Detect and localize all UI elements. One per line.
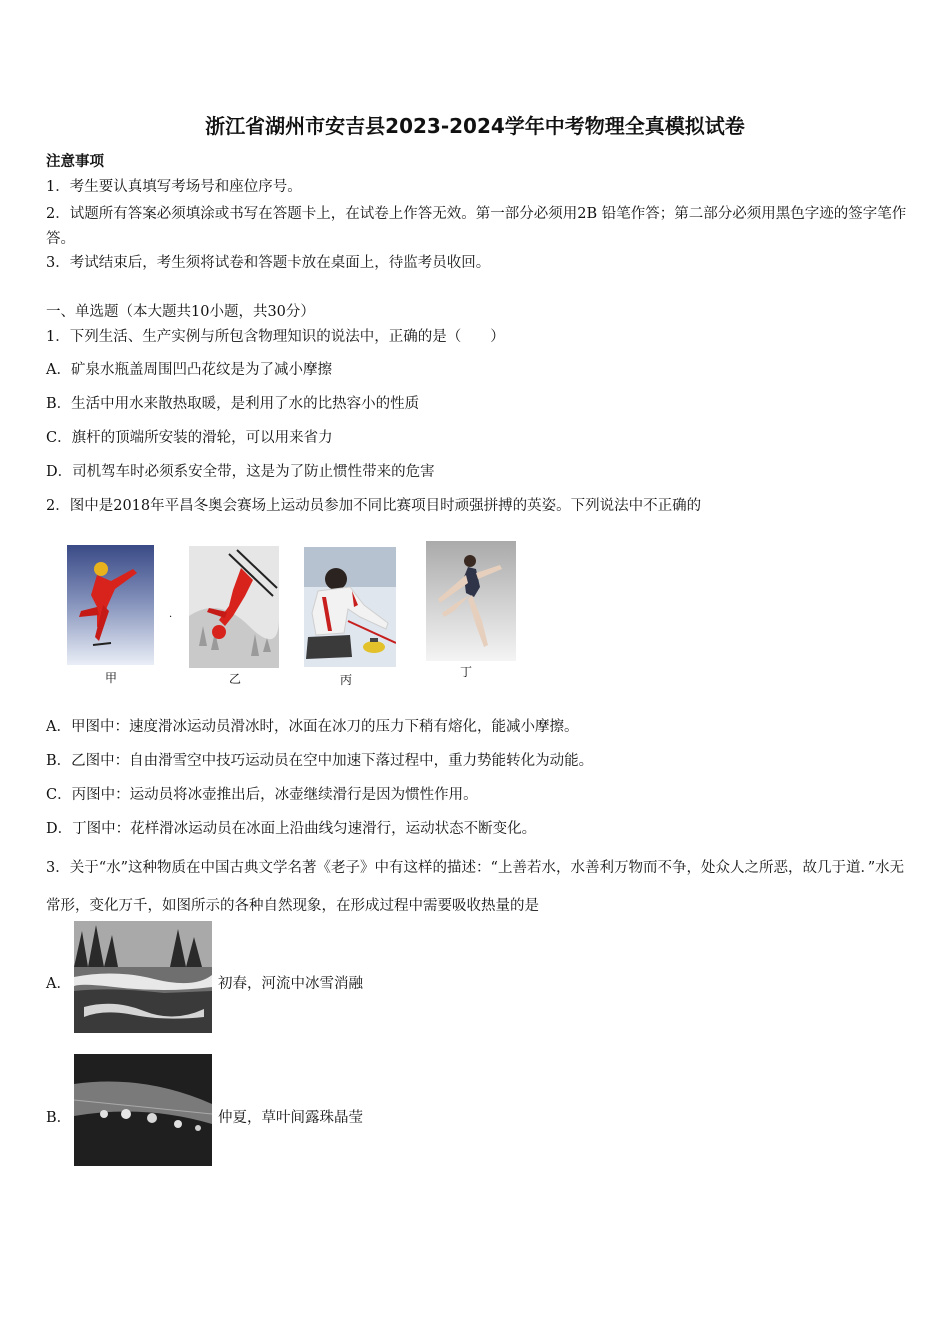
q1-option-b: B．生活中用水来散热取暖，是利用了水的比热容小的性质 bbox=[46, 396, 420, 412]
dot-separator: · bbox=[169, 612, 173, 623]
page-title: 浙江省湖州市安吉县2023-2024学年中考物理全真模拟试卷 bbox=[205, 114, 745, 138]
q2-stem: 2．图中是2018年平昌冬奥会赛场上运动员参加不同比赛项目时顽强拼搏的英姿。下列说法中不正确的 bbox=[46, 498, 702, 514]
figure-skater-photo bbox=[426, 541, 516, 661]
q1-option-c: C．旗杆的顶端所安装的滑轮，可以用来省力 bbox=[46, 430, 333, 446]
q2-option-c: C．丙图中：运动员将冰壶推出后，冰壶继续滑行是因为惯性作用。 bbox=[46, 787, 478, 803]
dew-drops-photo bbox=[74, 1054, 212, 1166]
notice-item-3: 3．考试结束后，考生须将试卷和答题卡放在桌面上，待监考员收回。 bbox=[46, 255, 491, 271]
q3-stem: 3．关于“水”这种物质在中国古典文学名著《老子》中有这样的描述：“上善若水，水善利万物而不争，处众人之所恶，故几于道．”水无常形，变化万千，如图所示的各种自然现象，在形成过程中需要吸收热量的是 bbox=[46, 860, 905, 914]
q1-option-a: A．矿泉水瓶盖周围凹凸花纹是为了减小摩擦 bbox=[46, 362, 332, 378]
notice-item-2: 2．试题所有答案必须填涂或书写在答题卡上，在试卷上作答无效。第一部分必须用2B 铅笔作答；第二部分必须用黑色字迹的签字笔作答。 bbox=[46, 206, 907, 247]
speed-skater-photo bbox=[67, 545, 154, 665]
q3-option-b-letter: B． bbox=[46, 1110, 72, 1126]
caption-jia: 甲 bbox=[104, 671, 117, 685]
section-heading: 一、单选题（本大题共10小题，共30分） bbox=[46, 304, 315, 320]
melting-river-photo bbox=[74, 921, 212, 1033]
q3-option-a-text: 初春，河流中冰雪消融 bbox=[218, 976, 363, 992]
caption-ding: 丁 bbox=[459, 665, 472, 679]
notice-heading: 注意事项 bbox=[46, 153, 104, 170]
caption-yi: 乙 bbox=[228, 672, 241, 686]
q2-option-b: B．乙图中：自由滑雪空中技巧运动员在空中加速下落过程中，重力势能转化为动能。 bbox=[46, 753, 594, 769]
q1-option-d: D．司机驾车时必须系安全带，这是为了防止惯性带来的危害 bbox=[46, 464, 435, 480]
curling-photo bbox=[304, 547, 396, 667]
q2-option-d: D．丁图中：花样滑冰运动员在冰面上沿曲线匀速滑行，运动状态不断变化。 bbox=[46, 821, 537, 837]
notice-item-1: 1．考生要认真填写考场号和座位序号。 bbox=[46, 179, 302, 195]
q3-option-a-letter: A． bbox=[46, 976, 71, 992]
q3-option-b-text: 仲夏，草叶间露珠晶莹 bbox=[218, 1110, 363, 1126]
aerial-skier-photo bbox=[189, 546, 279, 668]
caption-bing: 丙 bbox=[339, 673, 352, 687]
q2-option-a: A．甲图中：速度滑冰运动员滑冰时，冰面在冰刀的压力下稍有熔化，能减小摩擦。 bbox=[46, 719, 579, 735]
q1-stem: 1．下列生活、生产实例与所包含物理知识的说法中，正确的是（ ） bbox=[46, 329, 505, 345]
